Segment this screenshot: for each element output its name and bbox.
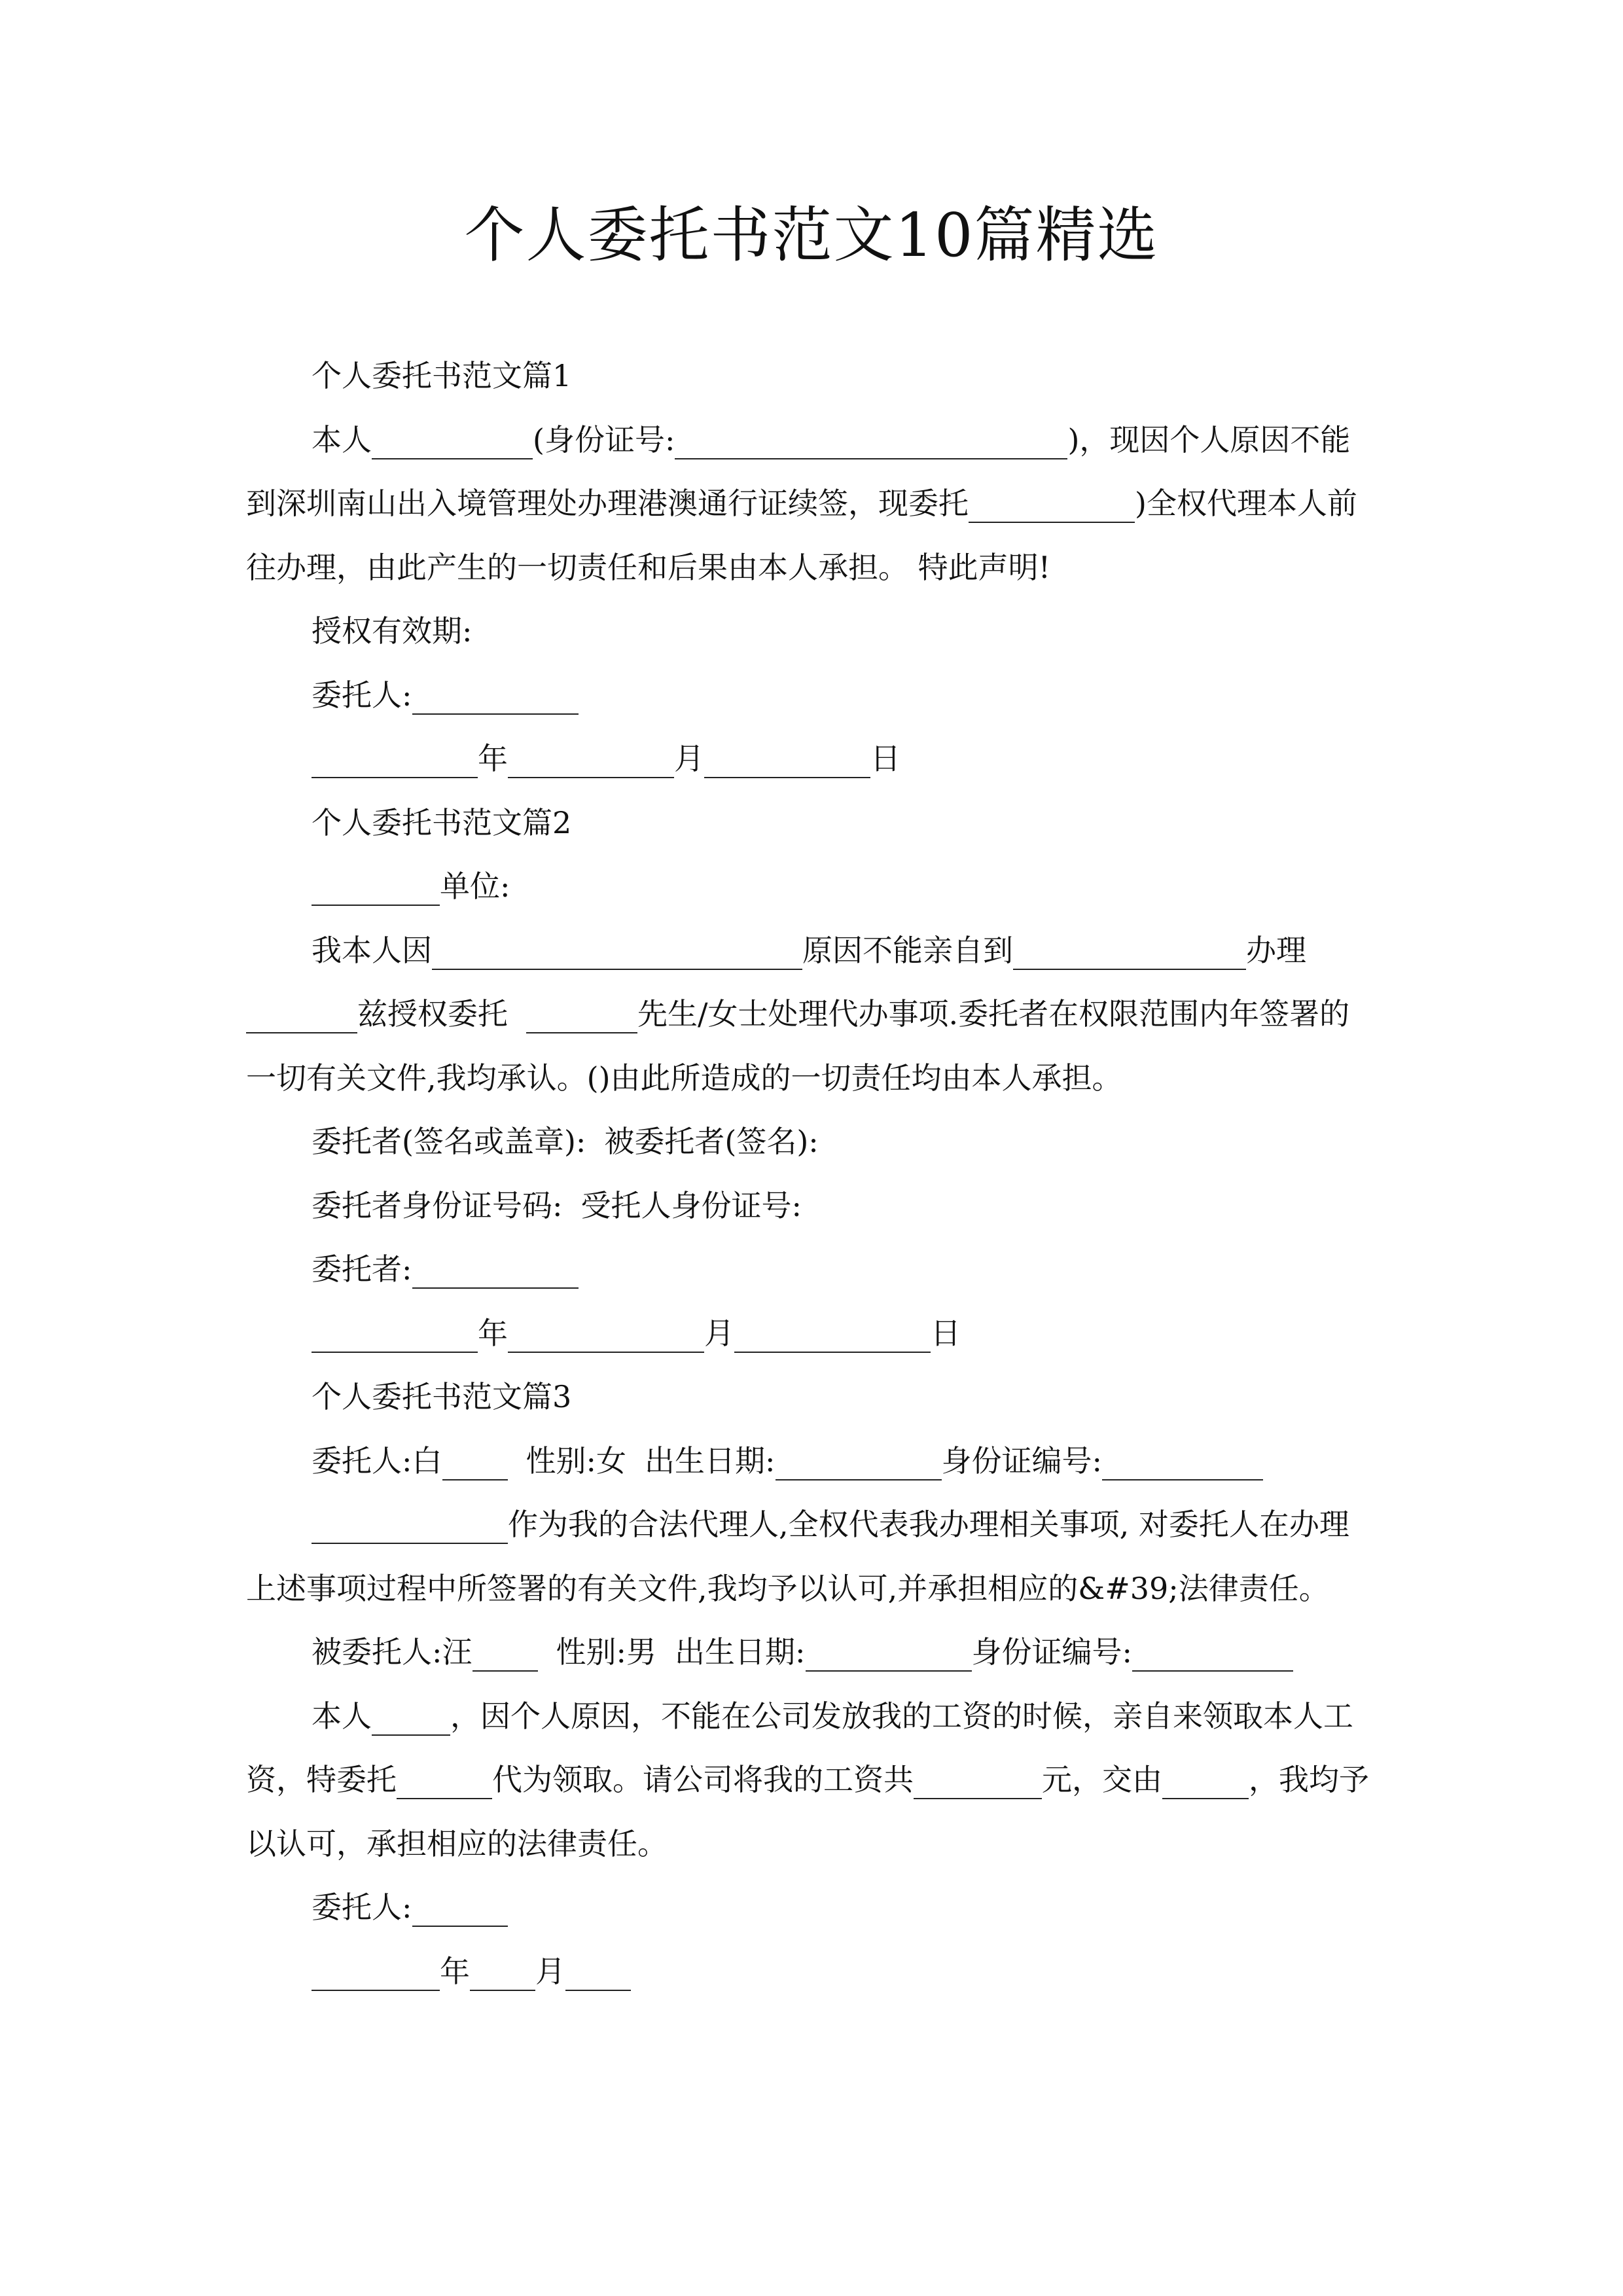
text-run: 我本人因 <box>312 932 432 968</box>
text-run: 性别:男 <box>556 1634 656 1670</box>
fill-blank <box>704 743 870 778</box>
fill-blank <box>565 1956 631 1991</box>
text-run: 兹授权委托 <box>357 996 508 1031</box>
fill-blank <box>312 1318 478 1353</box>
fill-blank <box>1102 1445 1263 1480</box>
section-1-heading: 个人委托书范文篇1 <box>312 358 572 393</box>
section-1-date <box>246 727 1378 791</box>
section-3-salary-paragraph <box>246 1685 1378 1876</box>
fill-blank <box>312 1509 508 1544</box>
section-2-heading: 个人委托书范文篇2 <box>312 804 572 840</box>
text-run: 年 <box>478 741 508 776</box>
fill-blank <box>969 488 1135 523</box>
text-run: 办理 <box>1246 932 1306 968</box>
fill-blank <box>914 1764 1042 1799</box>
section-3-principal-info <box>246 1429 1378 1494</box>
section-2-id-numbers <box>246 1174 1378 1238</box>
section-1-validity: 授权有效期: <box>312 613 473 649</box>
text-run: 本人 <box>312 1698 372 1734</box>
text-run: 被委托者(签名): <box>604 1124 819 1159</box>
section-3-principal <box>246 1876 1378 1940</box>
text-run: 年 <box>478 1315 508 1351</box>
text-run: 作为我的合法代理人,全权代表我办理相关事项, 对委托人在办理上述事项过程中所签署的有关文件,我均予以认可,并承担相应的&#39;法律责任。 <box>246 1507 1349 1606</box>
text-run: (身份证号: <box>533 422 675 457</box>
text-run: )全权代理本人前往办理，由此产生的一切责任和后果由本人承担。 特此声明! <box>246 486 1357 585</box>
fill-blank <box>473 1636 538 1672</box>
section-2-unit <box>246 855 1378 919</box>
text-run: 受托人身份证号: <box>580 1187 802 1223</box>
text-run: 委托人: <box>312 1890 412 1925</box>
fill-blank <box>470 1956 535 1991</box>
text-run: 委托者(签名或盖章): <box>312 1124 586 1159</box>
text-run: 委托者身份证号码: <box>312 1187 563 1223</box>
fill-blank <box>312 870 440 906</box>
document-body <box>246 344 1378 2003</box>
section-2-signatures <box>246 1110 1378 1174</box>
text-run: 被委托人:汪 <box>312 1634 473 1670</box>
fill-blank <box>442 1445 508 1480</box>
fill-blank <box>1013 935 1246 970</box>
text-run: 出生日期: <box>675 1634 806 1670</box>
text-run: 身份证编号: <box>971 1634 1132 1670</box>
fill-blank <box>312 1956 440 1991</box>
fill-blank <box>1162 1764 1249 1799</box>
fill-blank <box>412 679 579 715</box>
fill-blank <box>432 935 802 970</box>
document-title: 个人委托书范文10篇精选 <box>464 200 1159 270</box>
fill-blank <box>526 998 637 1033</box>
section-1-principal <box>246 664 1378 728</box>
section-3-agent-info <box>246 1621 1378 1685</box>
fill-blank <box>508 743 674 778</box>
section-3-paragraph <box>246 1493 1378 1621</box>
fill-blank <box>675 424 1067 459</box>
text-run: 原因不能亲自到 <box>802 932 1013 968</box>
text-run: 单位: <box>440 869 510 904</box>
text-run: 先生/女士处理代办事项.委托者在权限范围内年签署的一切有关文件,我均承认。()由此所造成的一切责任均由本人承担。 <box>246 996 1350 1096</box>
fill-blank <box>312 743 478 778</box>
fill-blank <box>776 1445 942 1480</box>
text-run: 出生日期: <box>645 1443 776 1479</box>
text-run: 年 <box>440 1953 470 1989</box>
section-2-paragraph <box>246 919 1378 1111</box>
fill-blank <box>372 1700 450 1736</box>
text-run: 月 <box>704 1315 734 1351</box>
section-3-date <box>246 1940 1378 2004</box>
text-run: ，因个人原因，不能在公司发放我的工资的时候，亲自来领取本人工资，特委托 <box>246 1698 1353 1797</box>
text-run: 代为领取。请公司将我的工资共 <box>492 1762 914 1797</box>
fill-blank <box>372 424 533 459</box>
text-run: 月 <box>535 1953 565 1989</box>
section-1-paragraph <box>246 408 1378 600</box>
section-2-principal <box>246 1238 1378 1302</box>
text-run: 身份证编号: <box>941 1443 1102 1479</box>
text-run: 日 <box>931 1315 961 1351</box>
fill-blank <box>734 1318 931 1353</box>
section-3-heading: 个人委托书范文篇3 <box>312 1379 572 1414</box>
fill-blank <box>246 998 357 1033</box>
fill-blank <box>412 1892 508 1927</box>
section-2-date <box>246 1302 1378 1366</box>
fill-blank <box>1132 1636 1293 1672</box>
text-run: 日 <box>870 741 901 776</box>
text-run: 委托人: <box>312 677 412 713</box>
fill-blank <box>412 1253 579 1289</box>
text-run: 元，交由 <box>1042 1762 1162 1797</box>
fill-blank <box>508 1318 704 1353</box>
text-run: 委托人:白 <box>312 1443 442 1479</box>
text-run: 本人 <box>312 422 372 457</box>
fill-blank <box>806 1636 972 1672</box>
text-run: 月 <box>674 741 704 776</box>
text-run: ，我均予以认可，承担相应的法律责任。 <box>246 1762 1369 1861</box>
fill-blank <box>397 1764 492 1799</box>
text-run: 性别:女 <box>526 1443 626 1479</box>
text-run: )，现因个人原因不能到深圳南山出入境管理处办理港澳通行证续签，现委托 <box>246 422 1351 521</box>
text-run: 委托者: <box>312 1251 412 1287</box>
